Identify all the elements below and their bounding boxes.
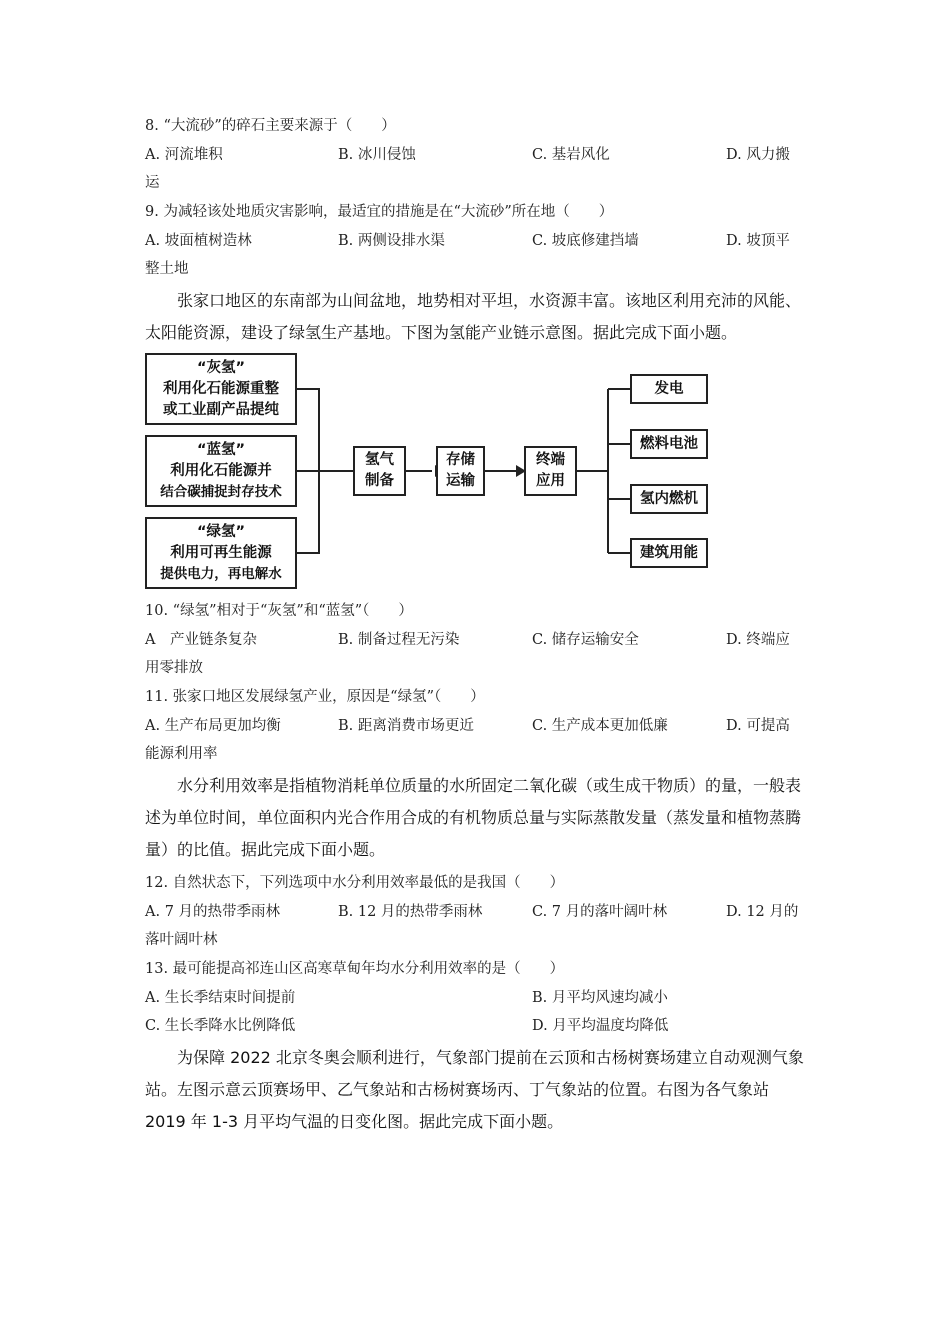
- gray-hydrogen-title: “灰氢”: [196, 359, 246, 376]
- green-hydrogen-title: “绿氢”: [196, 523, 246, 540]
- question-8-stem: 8. “大流砂”的碎石主要来源于（ ）: [145, 118, 396, 134]
- question-11-option-a[interactable]: A. 生产布局更加均衡: [145, 718, 281, 734]
- question-13-option-d[interactable]: D. 月平均温度均降低: [532, 1018, 669, 1034]
- blue-hydrogen-line1: 利用化石能源并: [170, 462, 272, 479]
- blue-hydrogen-title: “蓝氢”: [196, 441, 246, 458]
- question-10-option-d[interactable]: D. 终端应: [726, 632, 790, 648]
- green-hydrogen-line1: 利用可再生能源: [170, 544, 272, 561]
- passage-water-use-efficiency: [145, 770, 810, 866]
- question-12-option-a[interactable]: A. 7 月的热带季雨林: [145, 904, 281, 920]
- question-9-option-d-continuation: 整土地: [145, 261, 189, 277]
- question-12-stem: 12. 自然状态下，下列选项中水分利用效率最低的是我国（ ）: [145, 875, 565, 891]
- question-11-stem: 11. 张家口地区发展绿氢产业，原因是“绿氢”（ ）: [145, 689, 485, 705]
- question-10-option-a[interactable]: A 产业链条复杂: [145, 632, 257, 648]
- question-9-option-b[interactable]: B. 两侧设排水渠: [338, 233, 445, 249]
- question-13-option-b[interactable]: B. 月平均风速均减小: [532, 990, 668, 1006]
- question-9-option-c[interactable]: C. 坡底修建挡墙: [532, 233, 639, 249]
- use-fuel-cell-label: 燃料电池: [640, 435, 698, 452]
- question-10-stem: 10. “绿氢”相对于“灰氢”和“蓝氢”（ ）: [145, 603, 413, 619]
- passage-water-use-efficiency-text: 水分利用效率是指植物消耗单位质量的水所固定二氧化碳（或生成干物质）的量，一般表述为单位时间，单位面积内光合作用合成的有机物质总量与实际蒸散发量（蒸发量和植物蒸腾量）的比值。据此完成下面小题。: [145, 776, 802, 859]
- storage-transport-line1: 存储: [446, 452, 475, 468]
- question-11-option-d-continuation: 能源利用率: [145, 746, 218, 762]
- storage-transport-box: [436, 446, 485, 496]
- question-8-option-d-continuation: 运: [145, 175, 160, 191]
- passage-hydrogen-text: 张家口地区的东南部为山间盆地，地势相对平坦，水资源丰富。该地区利用充沛的风能、太阳能资源，建设了绿氢生产基地。下图为氢能产业链示意图。据此完成下面小题。: [145, 291, 802, 342]
- question-13-option-c[interactable]: C. 生长季降水比例降低: [145, 1018, 296, 1034]
- question-13-stem: 13. 最可能提高祁连山区高寒草甸年均水分利用效率的是（ ）: [145, 961, 565, 977]
- gray-hydrogen-box: [145, 353, 297, 425]
- green-hydrogen-line2: 提供电力，再电解水: [160, 565, 282, 582]
- terminal-application-line1: 终端: [536, 452, 565, 468]
- question-8-option-b[interactable]: B. 冰川侵蚀: [338, 147, 416, 163]
- gray-hydrogen-line2: 或工业副产品提纯: [163, 401, 279, 418]
- passage-winter-olympics-weather-text: 为保障 2022 北京冬奥会顺利进行，气象部门提前在云顶和古杨树赛场建立自动观测气象站。左图示意云顶赛场甲、乙气象站和古杨树赛场丙、丁气象站的位置。右图为各气象站 2019 年 1-3 月平均气温的日变化图。据此完成下面小题。: [145, 1048, 804, 1131]
- passage-winter-olympics-weather: [145, 1042, 810, 1138]
- question-9-stem: 9. 为减轻该处地质灾害影响，最适宜的措施是在“大流砂”所在地（ ）: [145, 204, 614, 220]
- hydrogen-production-line1: 氢气: [365, 452, 394, 468]
- question-10-option-d-continuation: 用零排放: [145, 660, 203, 676]
- hydrogen-production-line2: 制备: [365, 473, 394, 489]
- question-8-option-a[interactable]: A. 河流堆积: [145, 147, 223, 163]
- use-power-generation-box: [630, 374, 708, 404]
- terminal-application-line2: 应用: [536, 473, 565, 489]
- question-11-option-b[interactable]: B. 距离消费市场更近: [338, 718, 474, 734]
- question-11-option-d[interactable]: D. 可提高: [726, 718, 790, 734]
- question-12-option-d[interactable]: D. 12 月的: [726, 904, 799, 920]
- question-12-option-c[interactable]: C. 7 月的落叶阔叶林: [532, 904, 668, 920]
- question-10-option-b[interactable]: B. 制备过程无污染: [338, 632, 460, 648]
- question-11-option-c[interactable]: C. 生产成本更加低廉: [532, 718, 668, 734]
- hydrogen-chain-connectors: [0, 0, 950, 600]
- blue-hydrogen-box: [145, 435, 297, 507]
- use-combustion-engine-label: 氢内燃机: [640, 490, 698, 507]
- question-13-option-a[interactable]: A. 生长季结束时间提前: [145, 990, 296, 1006]
- question-9-option-d[interactable]: D. 坡顶平: [726, 233, 790, 249]
- use-building-energy-label: 建筑用能: [640, 544, 698, 561]
- question-12-option-b[interactable]: B. 12 月的热带季雨林: [338, 904, 483, 920]
- hydrogen-production-box: [353, 446, 406, 496]
- use-building-energy-box: [630, 538, 708, 568]
- question-12-option-d-continuation: 落叶阔叶林: [145, 932, 218, 948]
- blue-hydrogen-line2: 结合碳捕捉封存技术: [160, 483, 282, 500]
- use-combustion-engine-box: [630, 484, 708, 514]
- terminal-application-box: [524, 446, 577, 496]
- gray-hydrogen-line1: 利用化石能源重整: [163, 380, 279, 397]
- storage-transport-line2: 运输: [446, 473, 475, 489]
- use-power-generation-label: 发电: [654, 380, 684, 397]
- question-8-option-c[interactable]: C. 基岩风化: [532, 147, 610, 163]
- question-9-option-a[interactable]: A. 坡面植树造林: [145, 233, 252, 249]
- question-10-option-c[interactable]: C. 储存运输安全: [532, 632, 639, 648]
- green-hydrogen-box: [145, 517, 297, 589]
- question-8-option-d[interactable]: D. 风力搬: [726, 147, 790, 163]
- use-fuel-cell-box: [630, 429, 708, 459]
